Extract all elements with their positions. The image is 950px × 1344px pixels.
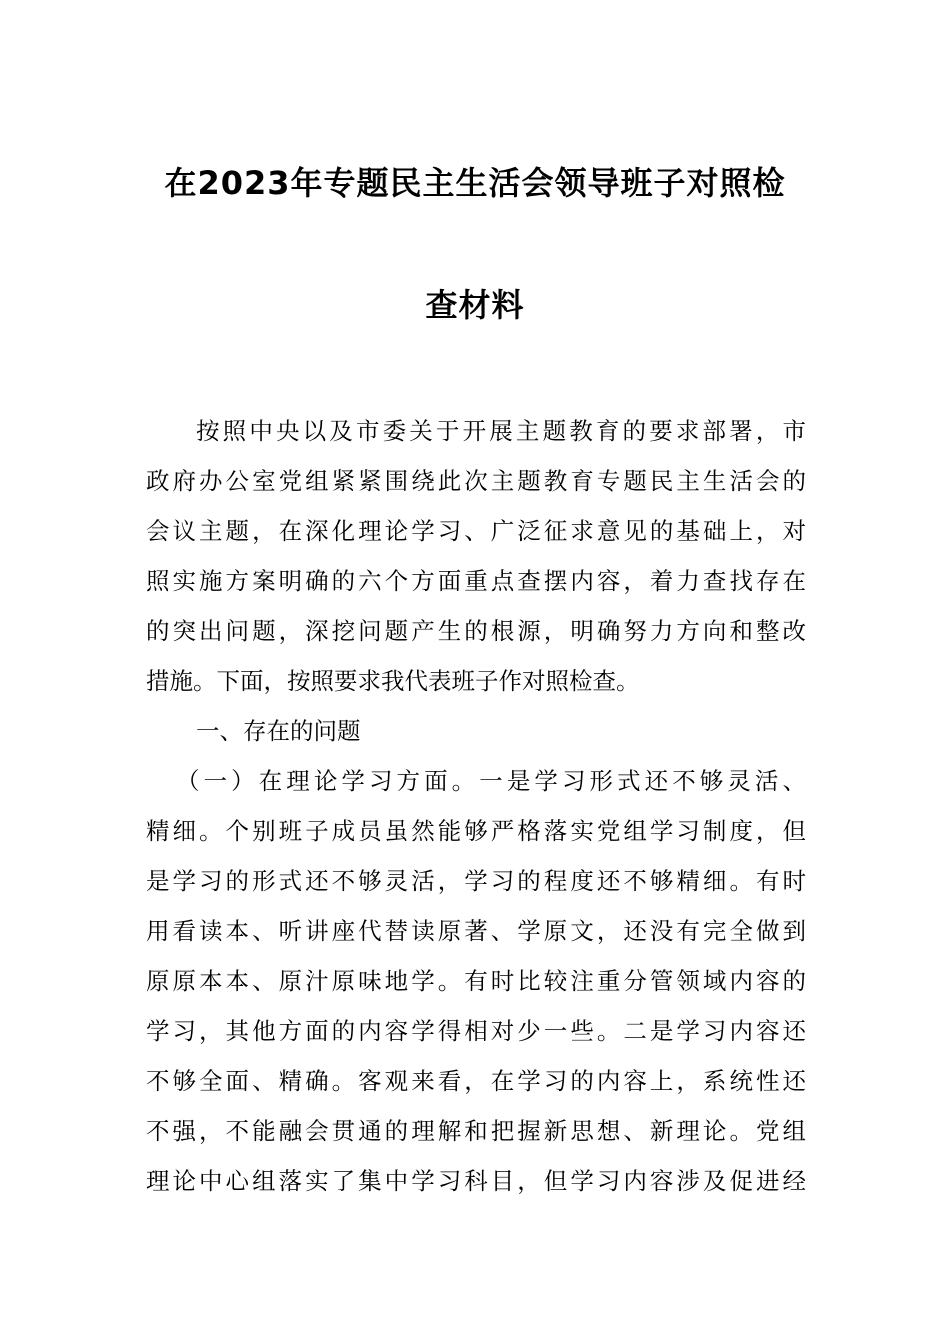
paragraph-line: 用看读本、听讲座代替读原著、学原文，还没有完全做到 [146, 917, 806, 945]
paragraph-intro-line: 按照中央以及市委关于开展主题教育的要求部署，市 [196, 417, 806, 445]
paragraph-intro-line: 会议主题，在深化理论学习、广泛征求意见的基础上，对 [146, 517, 806, 545]
paragraph-line: 不强，不能融会贯通的理解和把握新思想、新理论。党组 [146, 1117, 806, 1145]
paragraph-line: 是学习的形式还不够灵活，学习的程度还不够精细。有时 [146, 867, 806, 895]
paragraph-intro-line: 政府办公室党组紧紧围绕此次主题教育专题民主生活会的 [146, 467, 806, 495]
document-title-line-1: 在2023年专题民主生活会领导班子对照检 [164, 164, 786, 202]
document-title-line-2: 查材料 [425, 286, 525, 324]
paragraph-line: 理论中心组落实了集中学习科目，但学习内容涉及促进经 [146, 1167, 806, 1195]
paragraph-line: （一）在理论学习方面。一是学习形式还不够灵活、 [176, 767, 806, 795]
paragraph-line: 不够全面、精确。客观来看，在学习的内容上，系统性还 [146, 1067, 806, 1095]
paragraph-line: 精细。个别班子成员虽然能够严格落实党组学习制度，但 [146, 817, 806, 845]
paragraph-line: 学习，其他方面的内容学得相对少一些。二是学习内容还 [146, 1017, 806, 1045]
paragraph-line: 原原本本、原汁原味地学。有时比较注重分管领域内容的 [146, 967, 806, 995]
paragraph-intro-line: 的突出问题，深挖问题产生的根源，明确努力方向和整改 [146, 617, 806, 645]
paragraph-intro-line: 照实施方案明确的六个方面重点查摆内容，着力查找存在 [146, 567, 806, 595]
section-heading: 一、存在的问题 [196, 717, 361, 745]
paragraph-intro-line: 措施。下面，按照要求我代表班子作对照检查。 [146, 667, 640, 695]
